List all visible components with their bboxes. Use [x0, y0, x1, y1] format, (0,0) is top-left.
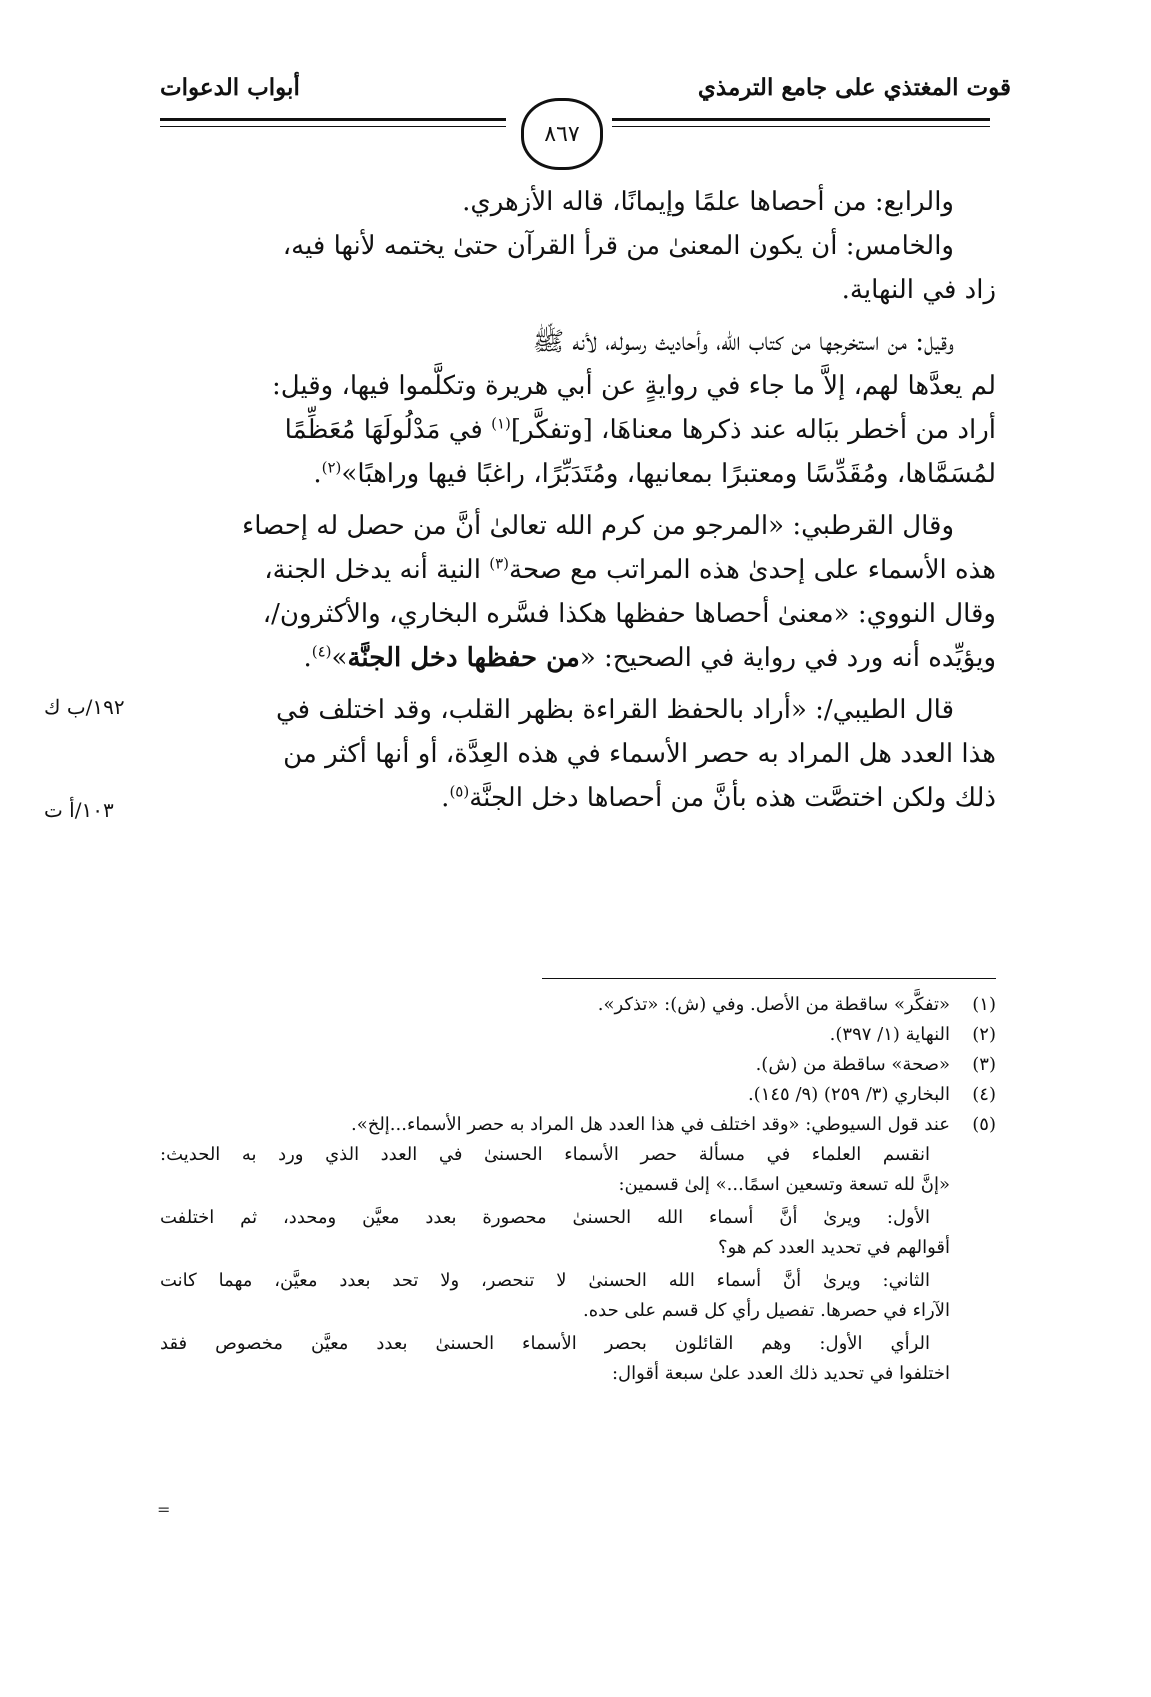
main-text [148, 180, 996, 820]
text-line: زاد في النهاية. [841, 275, 996, 305]
footnote-number: (٢) [972, 1024, 996, 1045]
text-line: هذا العدد هل المراد به حصر الأسماء في هذه العِدَّة، أو أنها أكثر من [283, 739, 996, 769]
text-line: وقال القرطبي: «المرجو من كرم الله تعالىٰ أنَّ من حصل له إحصاء [242, 511, 954, 541]
footnote-text: الآراء في حصرها. تفصيل رأي كل قسم على حده. [582, 1300, 950, 1321]
text-span: النية أنه يدخل الجنة، [264, 555, 490, 585]
footnote [160, 1050, 996, 1080]
page-number [521, 98, 603, 170]
text-span: في مَدْلُولَهَا مُعَظِّمًا [284, 415, 492, 445]
header-rule-left-thin [160, 126, 506, 127]
text-span: . [441, 783, 450, 813]
footnote-text: أقوالهم في تحديد العدد كم هو؟ [718, 1237, 950, 1258]
footnote-number: (١) [972, 994, 996, 1015]
text-line [148, 408, 996, 452]
text-line: وقال النووي: «معنىٰ أحصاها حفظها هكذا فسَّره البخاري، والأكثرون/، [262, 599, 996, 629]
continuation-mark: = [157, 1500, 171, 1519]
footnote-text: عند قول السيوطي: «وقد اختلف في هذا العدد هل المراد به حصر الأسماء...إلخ». [350, 1114, 950, 1135]
book-title: قوت المغتذي على جامع الترمذي [697, 74, 1011, 101]
text-span: أراد من أخطر ببَاله عند ذكرها معناهَا، [وتفكَّر] [510, 415, 996, 445]
text-line [148, 776, 996, 820]
header-rule-left [160, 118, 506, 121]
footnote-text: الرأي الأول: وهم القائلون بحصر الأسماء الحسنىٰ بعدد معيَّن مخصوص فقد [160, 1333, 930, 1354]
text-line [148, 636, 996, 680]
footnote-text: «إنَّ لله تسعة وتسعين اسمًا...» إلىٰ قسمين: [618, 1174, 950, 1195]
footnote-text: اختلفوا في تحديد ذلك العدد علىٰ سبعة أقوال: [611, 1363, 950, 1384]
footnote [160, 990, 996, 1020]
text-span: . [313, 459, 322, 489]
text-line: والرابع: من أحصاها علمًا وإيمانًا، قاله الأزهري. [462, 187, 954, 217]
footnote-text: النهاية (١/ ٣٩٧). [829, 1024, 950, 1045]
header-rule-right [612, 118, 990, 121]
text-span: ويؤيِّده أنه ورد في رواية في الصحيح: « [579, 643, 996, 673]
footnote-ref: (٣) [489, 554, 509, 573]
footnote-text: الأول: ويرىٰ أنَّ أسماء الله الحسنىٰ محصورة بعدد معيَّن ومحدد، ثم اختلفت [160, 1207, 930, 1228]
footnote-text: «صحة» ساقطة من (ش). [755, 1054, 950, 1075]
footnote-ref: (٤) [311, 642, 332, 661]
footnote-text: البخاري (٣/ ٢٥٩) (٩/ ١٤٥). [747, 1084, 950, 1105]
text-line: قال الطيبي/: «أراد بالحفظ القراءة بظهر القلب، وقد اختلف في [276, 695, 954, 725]
text-line [148, 548, 996, 592]
text-span: ذلك ولكن اختصَّت هذه بأنَّ من أحصاها دخل الجنَّة [469, 783, 996, 813]
text-span: هذه الأسماء على إحدىٰ هذه المراتب مع صحة [509, 555, 996, 585]
text-line: لم يعدَّها لهم، إلاَّ ما جاء في روايةٍ عن أبي هريرة وتكلَّموا فيها، وقيل: [271, 371, 996, 401]
footnote-ref: (١) [491, 414, 511, 433]
text-line: والخامس: أن يكون المعنىٰ من قرأ القرآن حتىٰ يختمه لأنها فيه، [282, 231, 954, 261]
margin-note: ١٠٣/أ ت [44, 798, 114, 822]
text-span: . [303, 643, 312, 673]
chapter-title: أبواب الدعوات [160, 74, 300, 101]
footnote-separator [542, 978, 996, 979]
footnote-number: (٣) [972, 1054, 996, 1075]
margin-note: ١٩٢/ب ك [44, 695, 125, 719]
hadith-quote: من حفظها دخل الجنَّة [347, 643, 580, 673]
footnotes [160, 990, 996, 1389]
footnote [160, 1020, 996, 1050]
text-line: وقيل: من استخرجها من كتاب الله، وأحاديث رسوله، لأنه ﷺ [532, 327, 954, 357]
footnote [160, 1080, 996, 1110]
footnote-text: الثاني: ويرىٰ أنَّ أسماء الله الحسنىٰ لا تنحصر، ولا تحد بعدد معيَّن، مهما كانت [160, 1270, 930, 1291]
text-span: لمُسَمَّاها، ومُقَدِّسًا ومعتبرًا بمعانيها، ومُتَدَبِّرًا، راغبًا فيها وراهبًا» [341, 459, 996, 489]
header-rule-right-thin [612, 126, 990, 127]
text-line [148, 452, 996, 496]
footnote-ref: (٢) [321, 458, 342, 477]
footnote-number: (٥) [972, 1114, 996, 1135]
footnote-text: انقسم العلماء في مسألة حصر الأسماء الحسنىٰ في العدد الذي ورد به الحديث: [160, 1144, 930, 1165]
footnote [160, 1110, 996, 1389]
footnote-ref: (٥) [449, 782, 470, 801]
footnote-text: «تفكَّر» ساقطة من الأصل. وفي (ش): «تذكر». [597, 994, 950, 1015]
page-number-text: ٨٦٧ [544, 121, 580, 147]
footnote-number: (٤) [972, 1084, 996, 1105]
text-span: » [331, 643, 348, 673]
